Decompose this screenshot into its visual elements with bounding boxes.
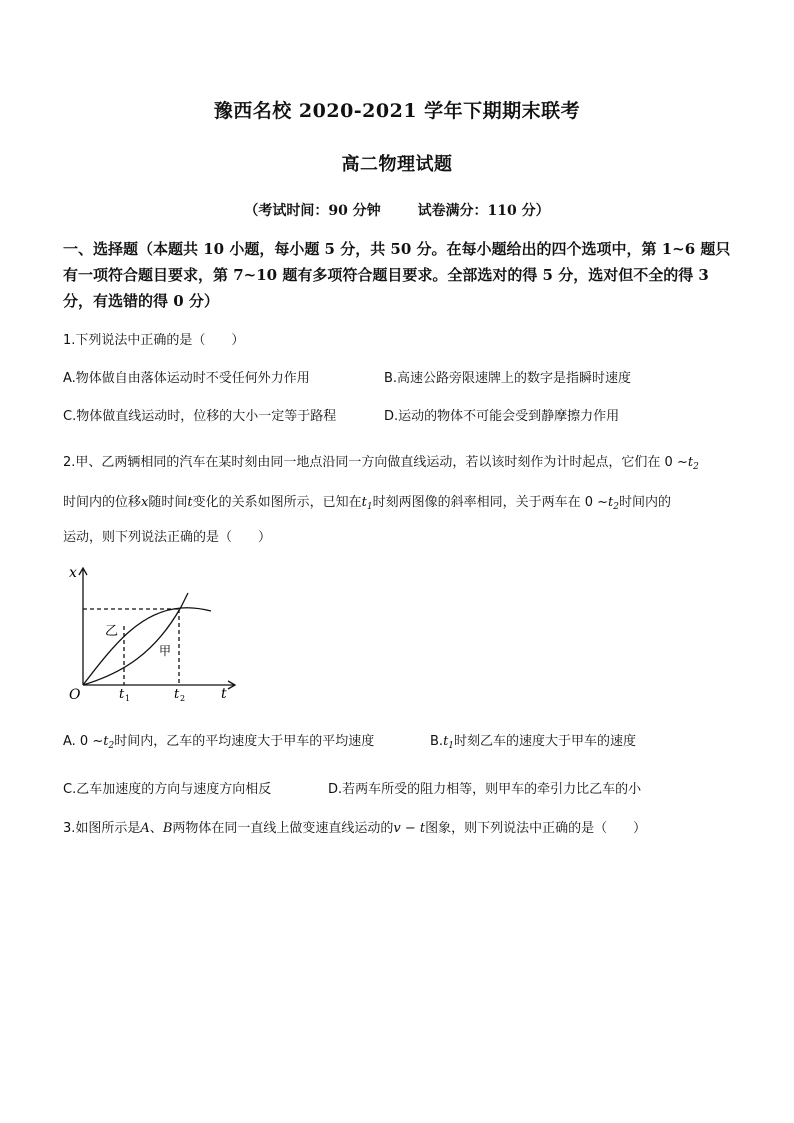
q2-option-c: C.乙车加速度的方向与速度方向相反 <box>63 782 272 797</box>
q2-line-1-text: 2.甲、乙两辆相同的汽车在某时刻由同一地点沿同一方向做直线运动，若以该时刻作为计时起点，它们在 0 ~ <box>63 455 688 470</box>
q2-option-a: A. 0 $\sim t_2$时间内，乙车的平均速度大于甲车的平均速度 <box>63 734 375 751</box>
q2-line-3: 运动，则下列说法正确的是（ ） <box>63 530 272 545</box>
exam-meta <box>0 200 794 220</box>
x-axis-label: t <box>221 686 227 701</box>
q3-stem: 3.如图所示是A、B两物体在同一直线上做变速直线运动的v − t图象，则下列说法中正确的是（ ） <box>63 821 647 836</box>
y-axis-label: x <box>69 565 77 581</box>
t2-sub: 2 <box>180 694 186 701</box>
section-1-instructions: 一、选择题（本题共 10 小题，每小题 5 分，共 50 分。在每小题给出的四个选项中，第 1~6 题只有一项符合题目要求，第 7~10 题有多项符合题目要求。全部选对的得 5 分，选对但不全的得 3 分，有选错的得 0 分） <box>63 240 731 310</box>
curve-yi <box>83 608 211 685</box>
exam-time: （考试时间：90 分钟 <box>244 203 381 219</box>
t2-label: t <box>174 687 180 701</box>
q1-option-b: B.高速公路旁限速牌上的数字是指瞬时速度 <box>384 371 632 386</box>
q1-stem: 1.下列说法中正确的是（ ） <box>63 333 245 348</box>
xt-graph <box>63 563 243 701</box>
q2-line-2: 时间内的位移x随时间t变化的关系如图所示，已知在$t_1$时刻两图像的斜率相同，关于两车在 0 $\sim t_2$时间内的 <box>63 495 672 512</box>
origin-label: O <box>69 687 81 701</box>
q1-option-c: C.物体做直线运动时，位移的大小一定等于路程 <box>63 409 337 424</box>
exam-title: 豫西名校 2020-2021 学年下期期末联考 <box>213 100 581 122</box>
q2-option-b: $B.t_1$时刻乙车的速度大于甲车的速度 <box>430 734 637 751</box>
curve-jia-label: 甲 <box>159 644 172 658</box>
q2-option-d: D.若两车所受的阻力相等，则甲车的牵引力比乙车的小 <box>328 782 642 797</box>
curve-jia <box>83 593 188 685</box>
q2-line-1: 2.甲、乙两辆相同的汽车在某时刻由同一地点沿同一方向做直线运动，若以该时刻作为计时起点，它们在 0 $\sim t_2$ <box>63 455 699 472</box>
q1-option-d: D.运动的物体不可能会受到静摩擦力作用 <box>384 409 620 424</box>
t1-sub: 1 <box>125 694 131 701</box>
q1-option-a: A.物体做自由落体运动时不受任何外力作用 <box>63 371 310 386</box>
t1-label: t <box>119 687 125 701</box>
full-score: 试卷满分：110 分） <box>417 203 550 219</box>
exam-subject: 高二物理试题 <box>341 154 453 175</box>
curve-yi-label: 乙 <box>105 624 119 639</box>
